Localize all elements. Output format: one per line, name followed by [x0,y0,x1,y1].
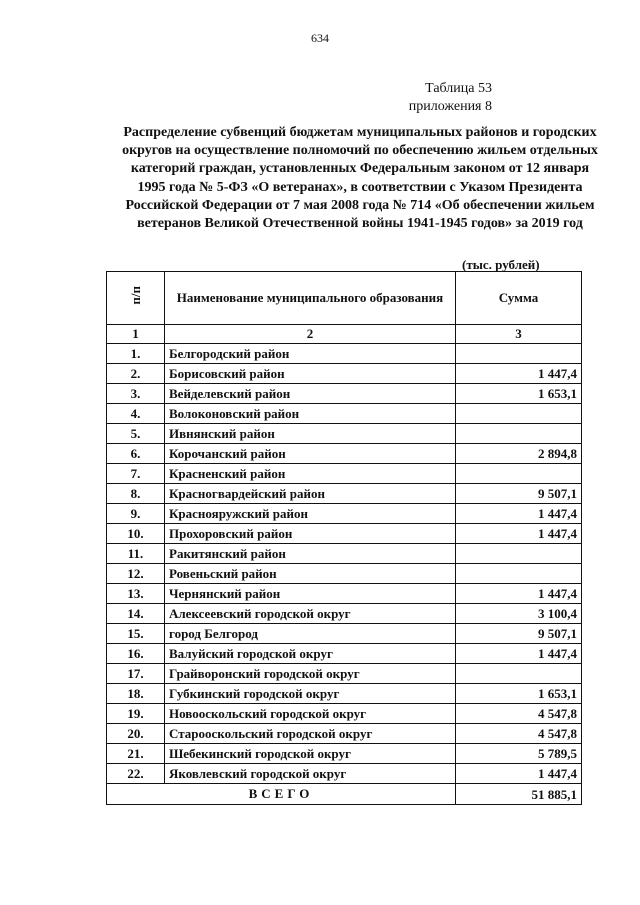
column-numbers-row [107,325,582,344]
row-sum [456,564,582,584]
table-number: Таблица 53 [425,81,492,96]
table-row [107,344,582,364]
row-number: 12. [107,564,165,584]
municipality-name: Чернянский район [165,584,456,604]
municipality-name: Волоконовский район [165,404,456,424]
municipality-name: Алексеевский городской округ [165,604,456,624]
table-row [107,464,582,484]
municipality-name: Борисовский район [165,364,456,384]
table-row [107,744,582,764]
table-header-row [107,272,582,325]
table-row [107,384,582,404]
municipality-name: Новооскольский городской округ [165,704,456,724]
page-number: 634 [311,31,329,45]
title-line: Распределение субвенций бюджетам муниципальных районов и городских [123,125,597,140]
column-number: 2 [165,325,456,344]
row-sum: 1 447,4 [456,644,582,664]
row-number: 19. [107,704,165,724]
municipality-name: Ивнянский район [165,424,456,444]
title-line: категорий граждан, установленных Федеральным законом от 12 января [130,161,590,177]
row-sum: 9 507,1 [456,624,582,644]
municipality-name: Краснояружский район [165,504,456,524]
municipality-name: Красногвардейский район [165,484,456,504]
table-row [107,664,582,684]
row-sum: 1 447,4 [456,764,582,784]
header-sum: Сумма [456,272,582,325]
column-number: 1 [107,325,165,344]
total-sum: 51 885,1 [456,784,582,805]
row-sum [456,544,582,564]
table-body [107,344,582,784]
row-sum [456,424,582,444]
row-sum: 1 653,1 [456,684,582,704]
row-number: 6. [107,444,165,464]
table-row [107,444,582,464]
municipality-name: Прохоровский район [165,524,456,544]
table-row [107,604,582,624]
table-row [107,424,582,444]
total-label: ВСЕГО [107,784,456,805]
row-number: 10. [107,524,165,544]
municipality-name: Грайворонский городской округ [165,664,456,684]
table-row [107,764,582,784]
row-sum: 1 653,1 [456,384,582,404]
title-line: Российской Федерации от 7 мая 2008 года № 714 «Об обеспечении жильем [125,197,595,213]
table-row [107,484,582,504]
municipality-name: Красненский район [165,464,456,484]
table-row [107,704,582,724]
row-number: 13. [107,584,165,604]
row-number: 14. [107,604,165,624]
table-row [107,364,582,384]
row-number: 4. [107,404,165,424]
municipality-name: город Белгород [165,624,456,644]
row-number: 22. [107,764,165,784]
document-title [86,124,634,233]
municipality-name: Шебекинский городской округ [165,744,456,764]
total-row [107,784,582,805]
municipality-name: Корочанский район [165,444,456,464]
title-line: ветеранов Великой Отечественной войны 1941-1945 годов» за 2019 год [137,216,583,232]
municipality-name: Вейделевский район [165,384,456,404]
table-row [107,524,582,544]
table-row [107,624,582,644]
row-number: 15. [107,624,165,644]
units-label: (тыс. рублей) [462,257,540,272]
header-name: Наименование муниципального образования [165,272,456,325]
column-number: 3 [456,325,582,344]
municipality-name: Губкинский городской округ [165,684,456,704]
row-number: 16. [107,644,165,664]
row-sum: 1 447,4 [456,504,582,524]
row-sum: 4 547,8 [456,724,582,744]
row-sum [456,464,582,484]
municipality-name: Валуйский городской округ [165,644,456,664]
table-row [107,724,582,744]
row-number: 20. [107,724,165,744]
row-sum [456,664,582,684]
subvention-table [106,271,582,805]
table-reference [409,80,492,116]
row-number: 7. [107,464,165,484]
row-number: 21. [107,744,165,764]
row-sum: 1 447,4 [456,364,582,384]
municipality-name: Ровеньский район [165,564,456,584]
row-sum: 9 507,1 [456,484,582,504]
table-row [107,544,582,564]
municipality-name: Яковлевский городской округ [165,764,456,784]
row-sum: 2 894,8 [456,444,582,464]
table-row [107,644,582,664]
row-sum [456,404,582,424]
title-line: округов на осуществление полномочий по обеспечению жильем отдельных [122,143,598,159]
title-line: 1995 года № 5-ФЗ «О ветеранах», в соответствии с Указом Президента [137,179,583,195]
row-number: 5. [107,424,165,444]
row-number: 3. [107,384,165,404]
table-row [107,684,582,704]
header-num: п/п [107,272,165,325]
row-number: 11. [107,544,165,564]
municipality-name: Ракитянский район [165,544,456,564]
municipality-name: Старооскольский городской округ [165,724,456,744]
table-row [107,504,582,524]
appendix-number: приложения 8 [408,99,492,114]
row-sum: 4 547,8 [456,704,582,724]
table-row [107,564,582,584]
row-number: 17. [107,664,165,684]
row-number: 2. [107,364,165,384]
row-sum [456,344,582,364]
municipality-name: Белгородский район [165,344,456,364]
table-row [107,584,582,604]
row-number: 1. [107,344,165,364]
row-sum: 1 447,4 [456,584,582,604]
row-number: 18. [107,684,165,704]
row-sum: 5 789,5 [456,744,582,764]
table-row [107,404,582,424]
row-number: 8. [107,484,165,504]
row-sum: 3 100,4 [456,604,582,624]
row-sum: 1 447,4 [456,524,582,544]
row-number: 9. [107,504,165,524]
